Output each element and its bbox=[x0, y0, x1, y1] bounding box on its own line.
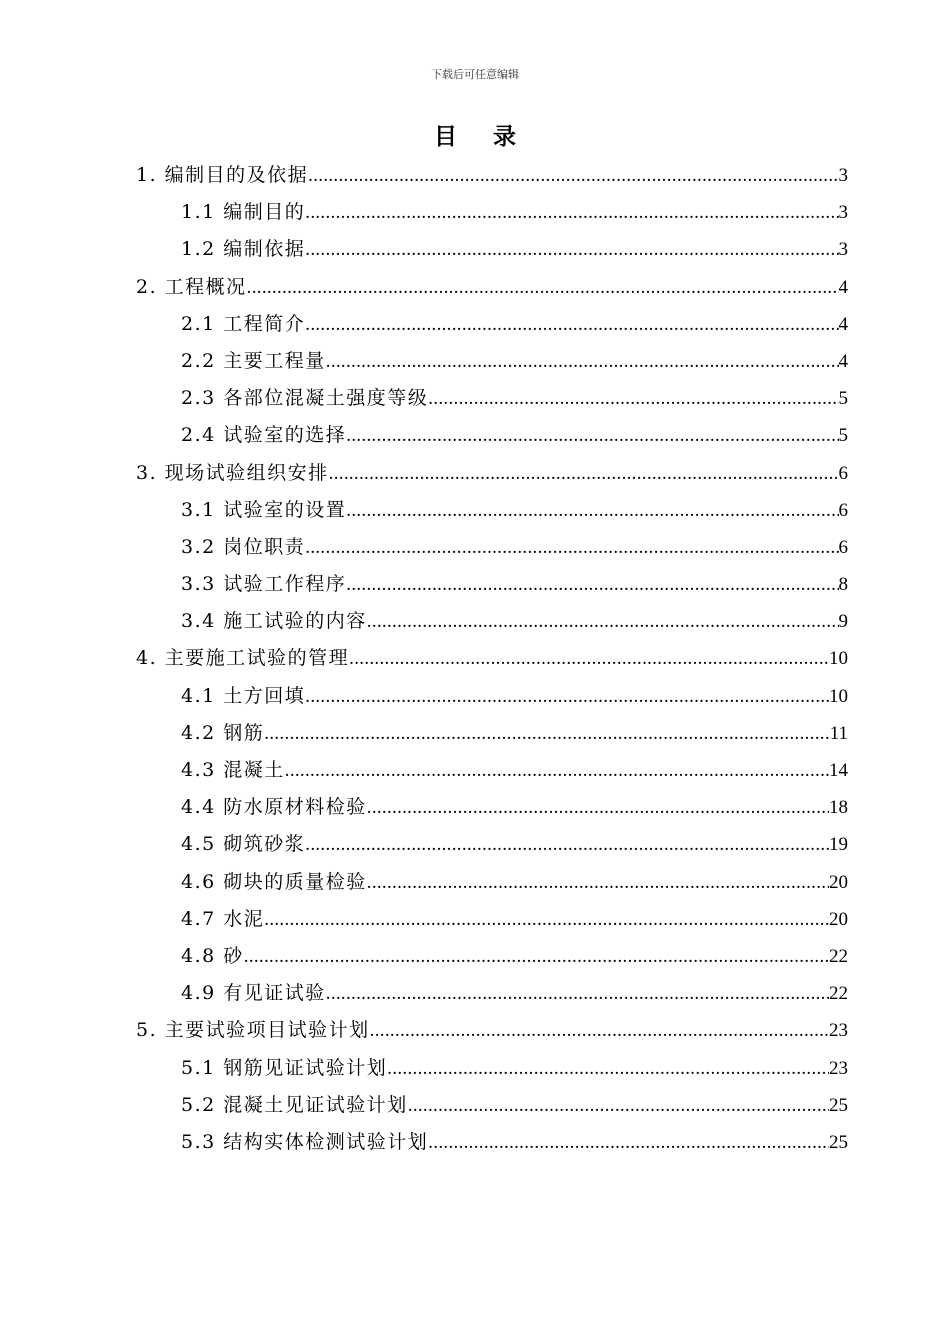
toc-entry-page-number: 18 bbox=[829, 797, 848, 819]
toc-entry-label: 1.2 编制依据 bbox=[181, 238, 306, 261]
toc-entry[interactable] bbox=[136, 269, 848, 306]
dot-leader bbox=[305, 306, 838, 343]
toc-entry-page-number: 5 bbox=[838, 425, 848, 447]
toc-entry-page-number: 23 bbox=[829, 1057, 848, 1079]
dot-leader bbox=[329, 455, 839, 492]
table-of-contents bbox=[136, 157, 848, 1161]
toc-entry-label: 3. 现场试验组织安排 bbox=[136, 461, 329, 484]
toc-entry-page-number: 22 bbox=[829, 945, 848, 967]
toc-entry-label: 3.3 试验工作程序 bbox=[181, 573, 347, 596]
toc-entry-page-number: 4 bbox=[838, 313, 848, 335]
toc-title: 目 录 bbox=[433, 123, 530, 150]
toc-entry-label: 4.2 钢筋 bbox=[181, 721, 265, 744]
toc-entry[interactable] bbox=[136, 1050, 848, 1087]
dot-leader bbox=[305, 194, 838, 231]
toc-entry-page-number: 3 bbox=[838, 202, 848, 224]
toc-entry-label: 2.2 主要工程量 bbox=[181, 349, 326, 372]
toc-entry[interactable] bbox=[136, 306, 848, 343]
dot-leader bbox=[367, 864, 829, 901]
toc-entry-label: 2.4 试验室的选择 bbox=[181, 424, 347, 447]
toc-entry-label: 2.1 工程简介 bbox=[181, 312, 306, 335]
toc-entry-label: 4.8 砂 bbox=[181, 944, 244, 967]
toc-entry[interactable] bbox=[136, 194, 848, 231]
dot-leader bbox=[244, 938, 829, 975]
toc-entry[interactable] bbox=[136, 789, 848, 826]
dot-leader bbox=[305, 678, 829, 715]
dot-leader bbox=[346, 492, 838, 529]
dot-leader bbox=[305, 826, 829, 863]
toc-entry[interactable] bbox=[136, 1124, 848, 1161]
toc-entry-page-number: 3 bbox=[838, 239, 848, 261]
toc-entry[interactable] bbox=[136, 380, 848, 417]
toc-entry[interactable] bbox=[136, 640, 848, 677]
toc-entry-page-number: 9 bbox=[838, 611, 848, 633]
toc-entry-page-number: 6 bbox=[838, 462, 848, 484]
dot-leader bbox=[367, 603, 839, 640]
toc-entry[interactable] bbox=[136, 901, 848, 938]
toc-entry-page-number: 5 bbox=[838, 388, 848, 410]
toc-entry-label: 4. 主要施工试验的管理 bbox=[136, 647, 350, 670]
dot-leader bbox=[428, 1124, 829, 1161]
toc-entry-label: 5. 主要试验项目试验计划 bbox=[136, 1019, 370, 1042]
toc-entry-page-number: 10 bbox=[829, 685, 848, 707]
toc-entry-page-number: 25 bbox=[829, 1131, 848, 1153]
toc-entry[interactable] bbox=[136, 343, 848, 380]
toc-entry-label: 3.4 施工试验的内容 bbox=[181, 610, 367, 633]
toc-entry[interactable] bbox=[136, 864, 848, 901]
toc-entry-page-number: 22 bbox=[829, 983, 848, 1005]
toc-entry[interactable] bbox=[136, 826, 848, 863]
toc-entry-label: 3.2 岗位职责 bbox=[181, 535, 306, 558]
toc-entry-label: 1. 编制目的及依据 bbox=[136, 164, 309, 186]
dot-leader bbox=[264, 715, 829, 752]
dot-leader bbox=[285, 752, 829, 789]
toc-entry[interactable] bbox=[136, 1012, 848, 1049]
toc-entry-label: 4.3 混凝土 bbox=[181, 759, 285, 781]
toc-entry[interactable] bbox=[136, 157, 848, 194]
toc-entry-label: 3.1 试验室的设置 bbox=[181, 498, 347, 521]
toc-entry-label: 2. 工程概况 bbox=[136, 275, 247, 298]
toc-entry-page-number: 3 bbox=[838, 165, 848, 186]
header-note: 下载后可任意编辑 bbox=[431, 68, 519, 81]
toc-entry-label: 4.6 砌块的质量检验 bbox=[181, 870, 367, 893]
toc-entry[interactable] bbox=[136, 975, 848, 1012]
dot-leader bbox=[305, 231, 838, 268]
toc-entry[interactable] bbox=[136, 752, 848, 789]
toc-entry-label: 5.2 混凝土见证试验计划 bbox=[181, 1093, 408, 1116]
dot-leader bbox=[408, 1087, 829, 1124]
dot-leader bbox=[349, 640, 829, 677]
toc-entry[interactable] bbox=[136, 715, 848, 752]
dot-leader bbox=[346, 566, 838, 603]
dot-leader bbox=[247, 269, 839, 306]
toc-entry[interactable] bbox=[136, 231, 848, 268]
toc-entry-page-number: 4 bbox=[838, 276, 848, 298]
toc-entry-page-number: 6 bbox=[838, 536, 848, 558]
toc-entry-label: 2.3 各部位混凝土强度等级 bbox=[181, 387, 429, 410]
dot-leader bbox=[308, 157, 838, 194]
toc-entry-page-number: 25 bbox=[829, 1094, 848, 1116]
dot-leader bbox=[305, 529, 838, 566]
toc-entry-page-number: 8 bbox=[838, 574, 848, 596]
toc-entry-page-number: 20 bbox=[829, 908, 848, 930]
toc-entry-page-number: 10 bbox=[829, 648, 848, 670]
toc-entry-page-number: 14 bbox=[829, 760, 848, 781]
toc-entry[interactable] bbox=[136, 455, 848, 492]
toc-entry[interactable] bbox=[136, 566, 848, 603]
toc-entry-page-number: 4 bbox=[838, 350, 848, 372]
dot-leader bbox=[370, 1012, 829, 1049]
toc-entry[interactable] bbox=[136, 1087, 848, 1124]
toc-entry[interactable] bbox=[136, 529, 848, 566]
toc-entry-page-number: 19 bbox=[829, 834, 848, 856]
toc-entry-label: 4.4 防水原材料检验 bbox=[181, 796, 367, 819]
dot-leader bbox=[326, 343, 839, 380]
toc-entry-label: 4.5 砌筑砂浆 bbox=[181, 833, 306, 856]
toc-entry-label: 5.1 钢筋见证试验计划 bbox=[181, 1056, 388, 1079]
toc-entry-page-number: 23 bbox=[829, 1020, 848, 1042]
toc-entry[interactable] bbox=[136, 603, 848, 640]
toc-entry-label: 1.1 编制目的 bbox=[181, 201, 306, 224]
dot-leader bbox=[387, 1050, 829, 1087]
toc-entry[interactable] bbox=[136, 417, 848, 454]
toc-entry-label: 4.9 有见证试验 bbox=[181, 982, 326, 1005]
dot-leader bbox=[326, 975, 829, 1012]
toc-entry[interactable] bbox=[136, 938, 848, 975]
toc-entry-page-number: 11 bbox=[829, 722, 848, 744]
toc-entry-label: 4.1 土方回填 bbox=[181, 684, 306, 707]
toc-entry-label: 4.7 水泥 bbox=[181, 907, 265, 930]
toc-entry-page-number: 6 bbox=[838, 499, 848, 521]
dot-leader bbox=[346, 417, 838, 454]
dot-leader bbox=[264, 901, 829, 938]
toc-entry-label: 5.3 结构实体检测试验计划 bbox=[181, 1130, 429, 1153]
dot-leader bbox=[428, 380, 838, 417]
toc-entry-page-number: 20 bbox=[829, 871, 848, 893]
toc-entry[interactable] bbox=[136, 492, 848, 529]
toc-entry[interactable] bbox=[136, 678, 848, 715]
dot-leader bbox=[367, 789, 829, 826]
